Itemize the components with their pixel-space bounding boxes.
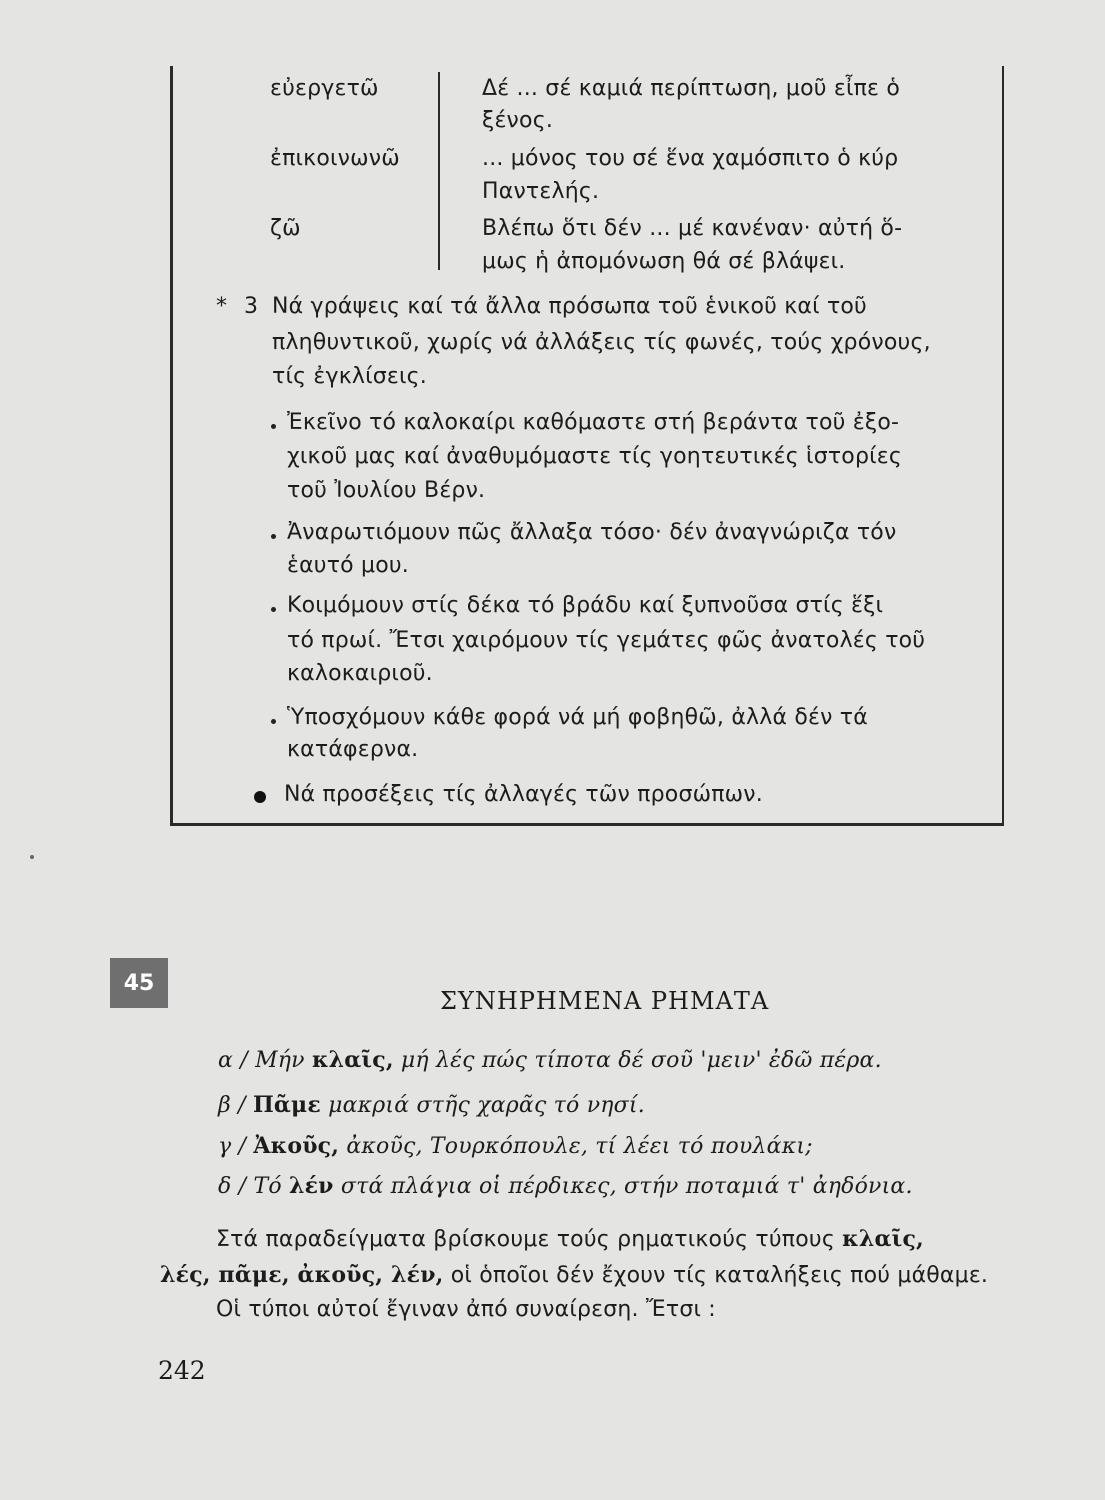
example-text: στά πλάγια οἱ πέρδικες, στήν ποταμιά τ' ἀηδόνια. xyxy=(333,1174,913,1199)
example-label: γ / xyxy=(218,1134,247,1159)
body-paragraph-line xyxy=(216,1226,924,1252)
verb-cell: ζῶ xyxy=(270,216,301,241)
example-text: Τό xyxy=(253,1174,289,1199)
example-label: δ / xyxy=(218,1174,247,1199)
table-divider xyxy=(438,72,440,270)
lesson-title: ΣΥΝΗΡΗΜΕΝΑ ΡΗΜΑΤΑ xyxy=(440,987,770,1015)
exercise-item-line: Κοιμόμουν στίς δέκα τό βράδυ καί ξυπνοῦσα στίς ἕξι xyxy=(287,593,884,618)
exercise-item-line: τό πρωί. Ἔτσι χαιρόμουν τίς γεμάτες φῶς ἀνατολές τοῦ xyxy=(287,628,926,653)
body-verb: λές, πᾶμε, ἀκοῦς, λέν, xyxy=(160,1262,444,1288)
sentence-line: Παντελής. xyxy=(482,179,600,204)
example-verb: κλαῖς, xyxy=(311,1047,394,1073)
speck xyxy=(30,855,34,859)
example-text: ἀκοῦς, Τουρκόπουλε, τί λέει τό πουλάκι; xyxy=(339,1134,813,1159)
exercise-item-line: Ἐκεῖνο τό καλοκαίρι καθόμαστε στή βεράντα τοῦ ἐξο- xyxy=(287,410,900,435)
example-line xyxy=(218,1133,813,1159)
bullet-icon xyxy=(271,719,276,724)
sentence-line: ξένος. xyxy=(482,108,554,133)
note-bullet-icon xyxy=(254,791,266,803)
exercise-instruction: Νά γράψεις καί τά ἄλλα πρόσωπα τοῦ ἑνικοῦ καί τοῦ xyxy=(272,294,867,319)
body-paragraph-line: Οἱ τύποι αὐτοί ἔγιναν ἀπό συναίρεση. Ἔτσι : xyxy=(216,1297,716,1322)
exercise-item-line: ἑαυτό μου. xyxy=(287,553,410,578)
exercise-note: Νά προσέξεις τίς ἀλλαγές τῶν προσώπων. xyxy=(284,782,763,807)
exercise-item-line: κατάφερνα. xyxy=(287,737,419,762)
bullet-icon xyxy=(271,607,276,612)
exercise-item-line: Ἀναρωτιόμουν πῶς ἄλλαξα τόσο· δέν ἀναγνώριζα τόν xyxy=(287,520,897,545)
body-text: οἱ ὁποῖοι δέν ἔχουν τίς καταλήξεις πού μάθαμε. xyxy=(450,1263,989,1288)
example-verb: Πᾶμε xyxy=(252,1092,321,1118)
example-line xyxy=(218,1173,913,1199)
page-number: 242 xyxy=(158,1356,206,1385)
bullet-icon xyxy=(271,424,276,429)
sentence-line: Δέ ... σέ καμιά περίπτωση, μοῦ εἶπε ὁ xyxy=(482,76,900,101)
exercise-item-line: τοῦ Ἰουλίου Βέρν. xyxy=(287,478,486,503)
example-line xyxy=(218,1092,645,1118)
exercise-item-line: καλοκαιριοῦ. xyxy=(287,661,433,686)
verb-cell: εὐεργετῶ xyxy=(270,76,379,101)
example-line xyxy=(218,1047,882,1073)
body-verb: κλαῖς, xyxy=(842,1226,924,1252)
sentence-line: Βλέπω ὅτι δέν ... μέ κανέναν· αὐτή ὅ- xyxy=(482,216,903,241)
example-label: β / xyxy=(218,1093,246,1118)
example-label: α / xyxy=(218,1048,248,1073)
example-text: Μήν xyxy=(255,1048,312,1073)
exercise-star: * xyxy=(216,294,228,319)
exercise-item-line: Ὑποσχόμουν κάθε φορά νά μή φοβηθῶ, ἀλλά δέν τά xyxy=(287,705,868,730)
exercise-item-line: χικοῦ μας καί ἀναθυμόμαστε τίς γοητευτικές ἱστορίες xyxy=(287,444,902,469)
exercise-instruction: πληθυντικοῦ, χωρίς νά ἀλλάξεις τίς φωνές, τούς χρόνους, xyxy=(272,330,931,355)
body-paragraph-line xyxy=(160,1262,988,1288)
example-verb: Ἀκοῦς, xyxy=(253,1133,340,1159)
example-verb: λέν xyxy=(288,1173,334,1199)
exercise-instruction: τίς ἐγκλίσεις. xyxy=(272,364,427,389)
lesson-number-badge: 45 xyxy=(110,958,168,1008)
exercise-number: 3 xyxy=(244,294,259,319)
example-text: μακριά στῆς χαρᾶς τό νησί. xyxy=(320,1093,645,1118)
example-text: μή λές πώς τίποτα δέ σοῦ 'μειν' ἐδῶ πέρα. xyxy=(393,1048,882,1073)
verb-cell: ἐπικοινωνῶ xyxy=(270,146,400,171)
body-text: Στά παραδείγματα βρίσκουμε τούς ρηματικούς τύπους xyxy=(216,1227,835,1252)
bullet-icon xyxy=(271,534,276,539)
sentence-line: μως ἡ ἀπομόνωση θά σέ βλάψει. xyxy=(482,249,846,274)
sentence-line: ... μόνος του σέ ἕνα χαμόσπιτο ὁ κύρ xyxy=(482,146,899,171)
